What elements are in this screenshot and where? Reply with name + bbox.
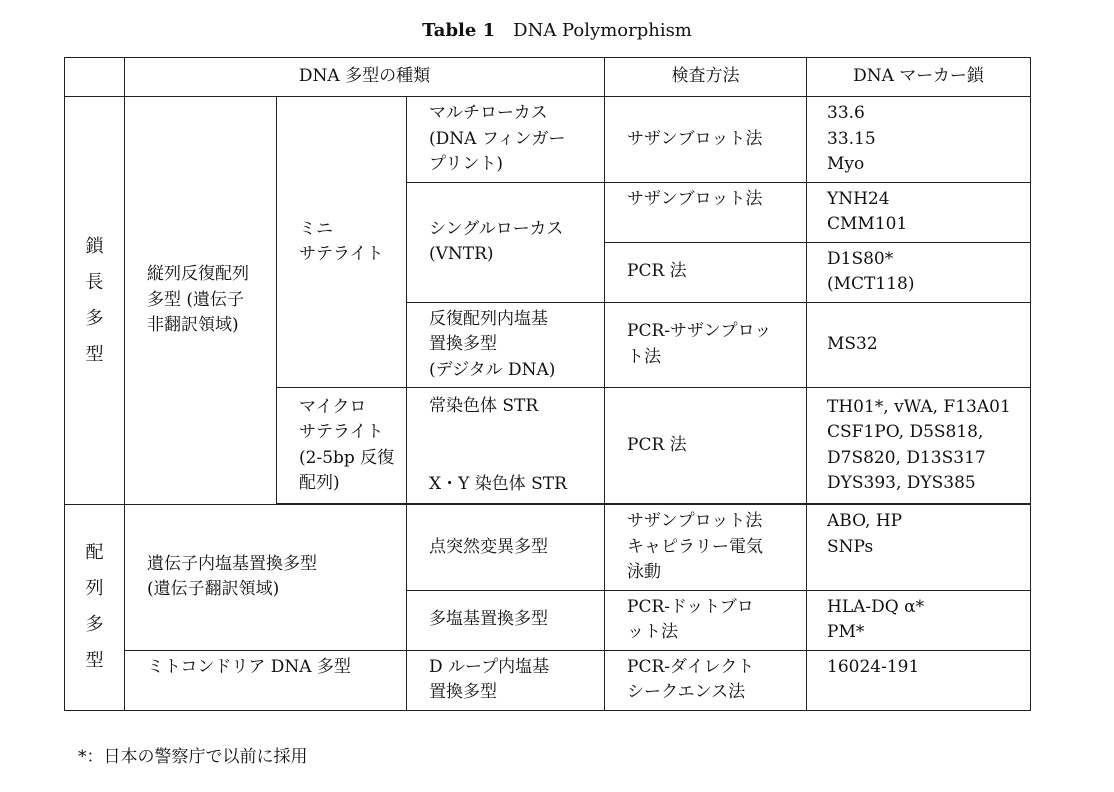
category-mitochondrial: ミトコンドリア DNA 多型 [125,650,407,710]
markers-multibase-substitution: HLA-DQ α* PM* [807,590,1031,650]
method-multibase-substitution: PCR-ドットブロ ット法 [605,590,807,650]
category-genic-substitution: 遺伝子内塩基置換多型 (遺伝子翻訳領域) [125,505,407,651]
table-row [65,650,1031,710]
header-type: DNA 多型の種類 [125,58,605,97]
type-singlelocus: シングルローカス (VNTR) [407,182,605,302]
method-digital-dna: PCR-サザンプロッ ト法 [605,302,807,388]
markers-singlelocus-southern: YNH24 CMM101 [807,182,1031,242]
markers-str: TH01*, vWA, F13A01 CSF1PO, D5S818, D7S820, D13S317 DYS393, DYS385 [807,388,1031,504]
markers-digital-dna: MS32 [807,302,1031,388]
type-multilocus: マルチローカス (DNA フィンガー プリント) [407,97,605,183]
header-method: 検査方法 [605,58,807,97]
table-footnote: *：日本の警察庁で以前に採用 [78,747,308,767]
method-mitochondrial: PCR-ダイレクト シークエンス法 [605,650,807,710]
markers-point-mutation: ABO, HP SNPs [807,505,1031,591]
type-str [407,388,605,504]
table-number: Table 1 [422,20,496,41]
method-point-mutation: サザンプロット法 キャピラリー電気 泳動 [605,505,807,591]
type-multibase-substitution: 多塩基置換多型 [407,590,605,650]
method-singlelocus-southern: サザンブロット法 [605,182,807,242]
header-blank-cell [65,58,125,97]
table-caption: DNA Polymorphism [513,20,692,41]
header-marker: DNA マーカー鎖 [807,58,1031,97]
markers-mitochondrial: 16024-191 [807,650,1031,710]
type-d-loop: D ループ内塩基 置換多型 [407,650,605,710]
table-title [0,20,1114,41]
table-row [65,97,1031,183]
category-microsatellite: マイクロ サテライト (2-5bp 反復 配列) [277,388,407,504]
type-point-mutation: 点突然変異多型 [407,505,605,591]
dna-polymorphism-table [64,57,1031,711]
method-multilocus: サザンブロット法 [605,97,807,183]
markers-singlelocus-pcr: D1S80* (MCT118) [807,242,1031,302]
group-sequence-polymorphism: 配 列 多 型 [65,505,125,711]
category-tandem-repeat: 縦列反復配列 多型 (遺伝子 非翻訳領域) [125,97,277,505]
table-row [65,505,1031,591]
type-autosomal-str: 常染色体 STR [429,396,539,416]
table-header-row [65,58,1031,97]
markers-multilocus: 33.6 33.15 Myo [807,97,1031,183]
method-singlelocus-pcr: PCR 法 [605,242,807,302]
type-digital-dna: 反復配列内塩基 置換多型 (デジタル DNA) [407,302,605,388]
group-length-polymorphism: 鎖 長 多 型 [65,97,125,505]
category-minisatellite: ミニ サテライト [277,97,407,388]
method-str: PCR 法 [605,388,807,504]
type-xy-str: X・Y 染色体 STR [429,473,567,494]
